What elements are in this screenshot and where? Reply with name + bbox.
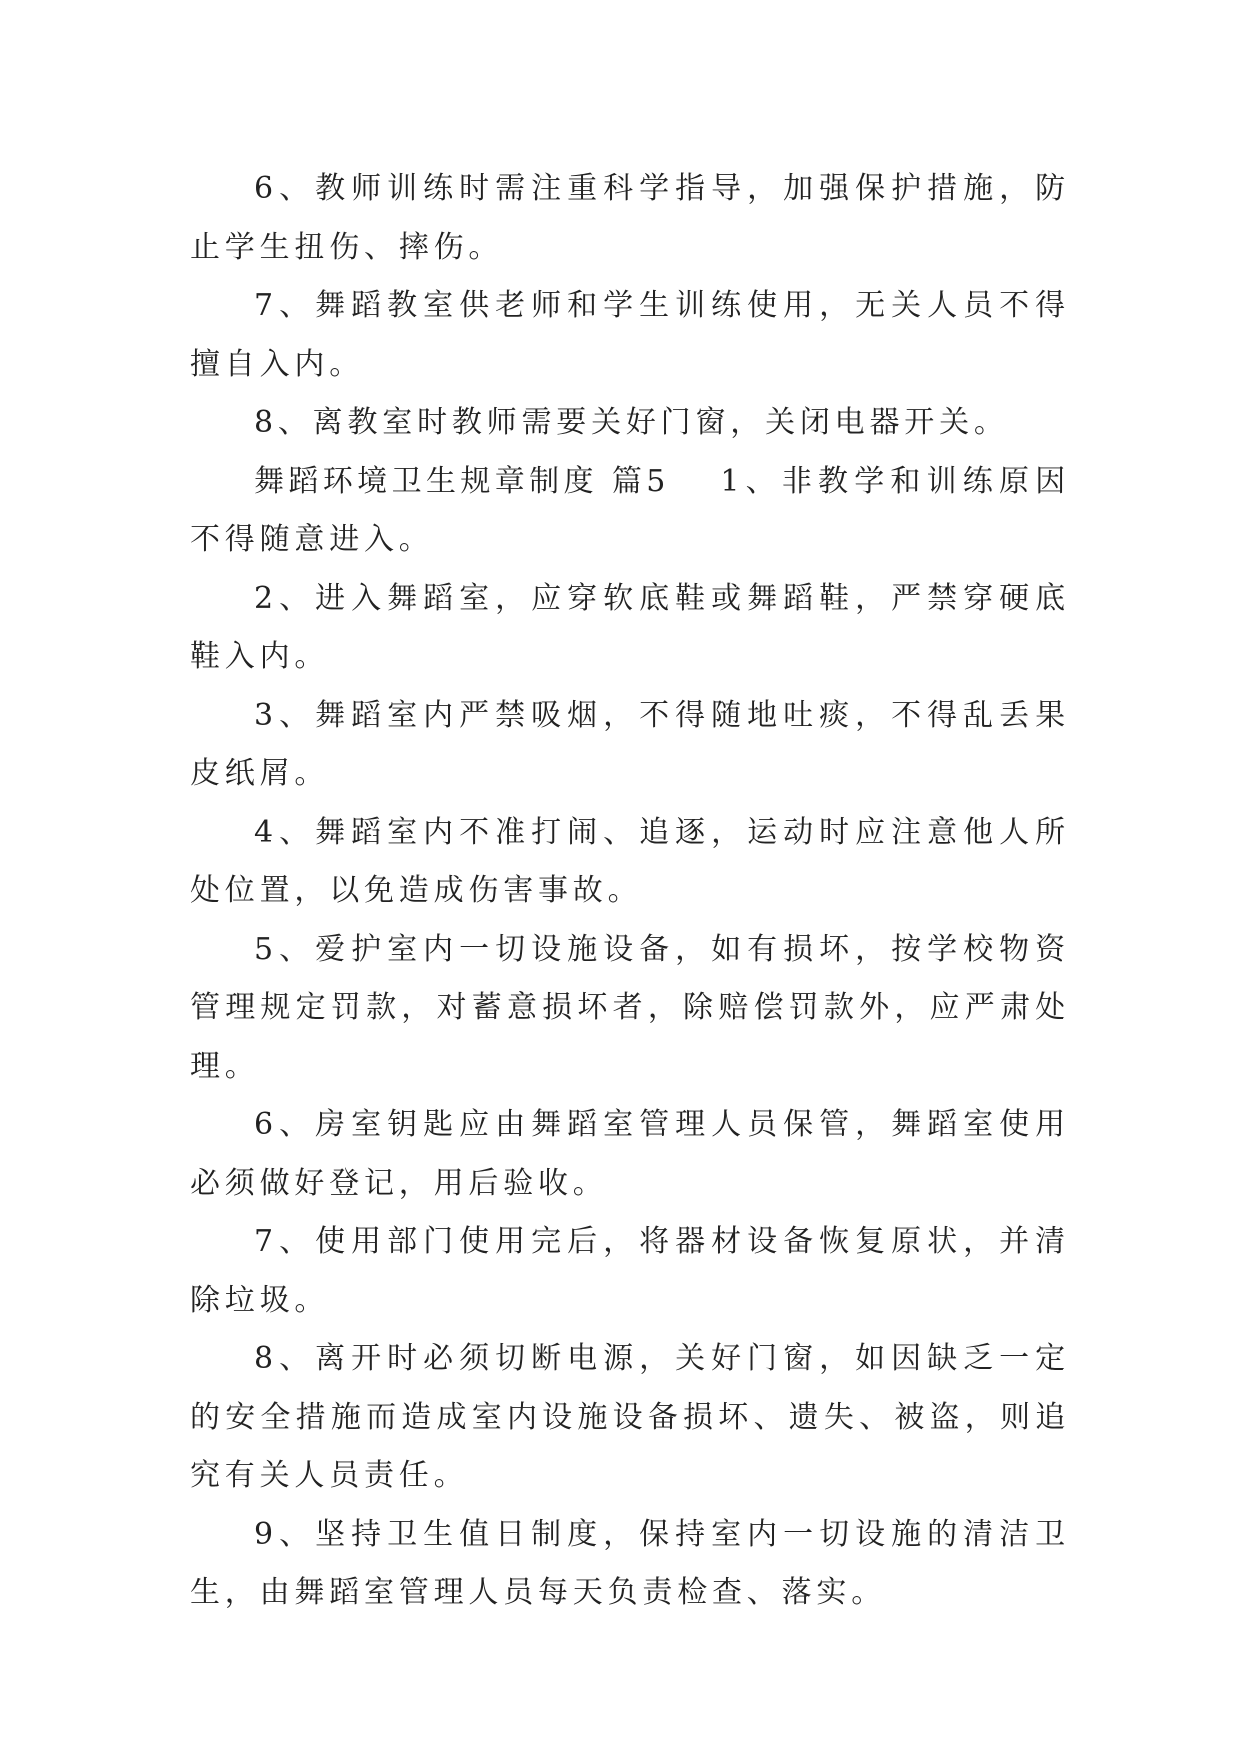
paragraph-close-windows: 8、离教室时教师需要关好门窗，关闭电器开关。 — [254, 405, 1009, 440]
rule-item-4: 4、舞蹈室内不准打闹、追逐，运动时应注意他人所处位置，以免造成伤害事故。 — [190, 814, 1070, 908]
rule-item-9: 9、坚持卫生值日制度，保持室内一切设施的清洁卫生，由舞蹈室管理人员每天负责检查、落实。 — [190, 1516, 1070, 1610]
rule-item-1: 1、非教学和训练原因不得随意进入。 — [190, 463, 1070, 557]
rule-item-5: 5、爱护室内一切设施设备，如有损坏，按学校物资管理规定罚款，对蓄意损坏者，除赔偿罚款外，应严肃处理。 — [190, 931, 1070, 1084]
rule-item-6: 6、房室钥匙应由舞蹈室管理人员保管，舞蹈室使用必须做好登记，用后验收。 — [190, 1107, 1070, 1201]
rule-item-7: 7、使用部门使用完后，将器材设备恢复原状，并清除垃圾。 — [190, 1224, 1070, 1318]
section-heading-paragraph — [190, 453, 1070, 570]
document-body — [190, 160, 1070, 1623]
rule-item-2: 2、进入舞蹈室，应穿软底鞋或舞蹈鞋，严禁穿硬底鞋入内。 — [190, 580, 1070, 674]
paragraph-teacher-guidance: 6、教师训练时需注重科学指导，加强保护措施，防止学生扭伤、摔伤。 — [190, 171, 1070, 265]
paragraph-classroom-access: 7、舞蹈教室供老师和学生训练使用，无关人员不得擅自入内。 — [190, 288, 1070, 382]
rule-item-8: 8、离开时必须切断电源，关好门窗，如因缺乏一定的安全措施而造成室内设施设备损坏、遗失、被盗，则追究有关人员责任。 — [190, 1341, 1070, 1493]
section-title: 舞蹈环境卫生规章制度 篇5 — [254, 463, 669, 499]
rule-item-3: 3、舞蹈室内严禁吸烟，不得随地吐痰，不得乱丢果皮纸屑。 — [190, 697, 1070, 791]
